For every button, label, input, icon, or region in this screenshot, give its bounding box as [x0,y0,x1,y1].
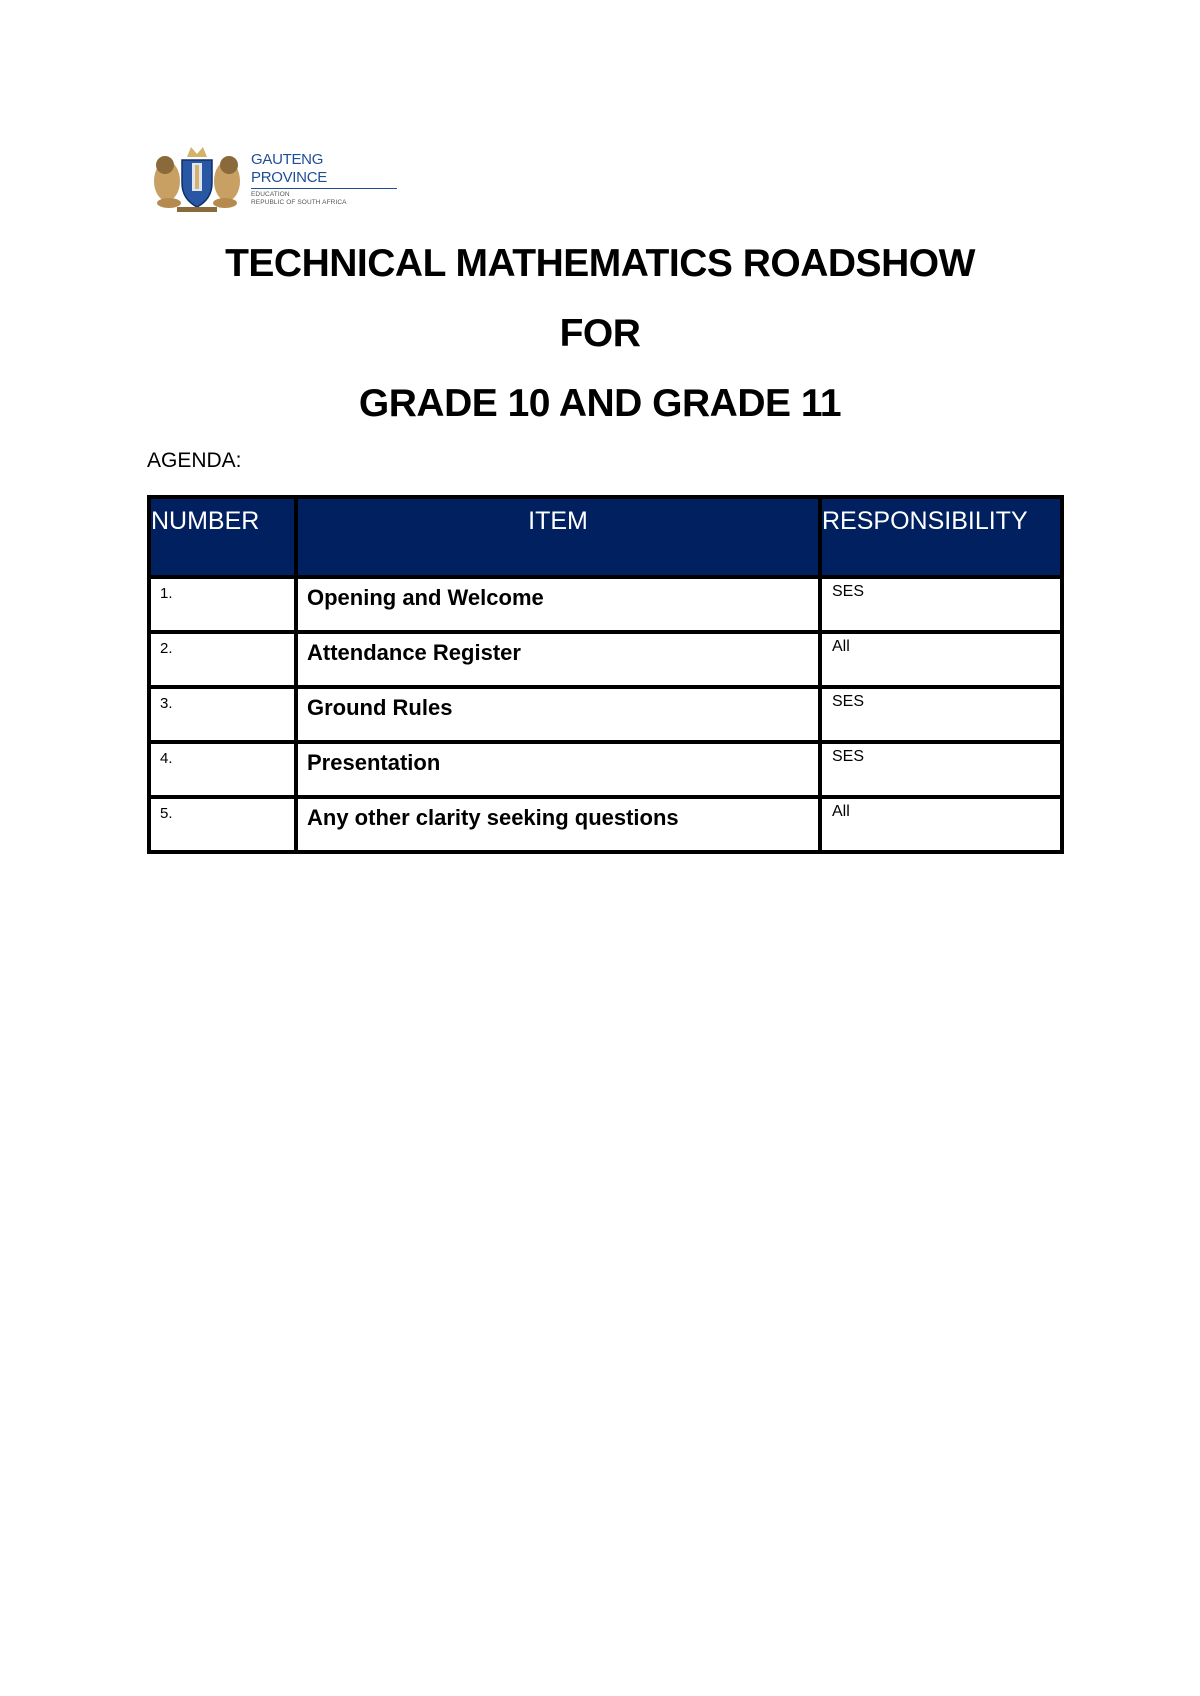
row-number: 4. [149,742,296,797]
agenda-table [147,495,1064,854]
table-row [149,687,1062,742]
logo-department: EDUCATION [251,191,290,198]
row-item: Presentation [296,742,820,797]
row-responsibility: SES [820,687,1062,742]
table-row [149,577,1062,632]
row-number: 1. [149,577,296,632]
row-responsibility: SES [820,577,1062,632]
row-number: 3. [149,687,296,742]
coat-of-arms-icon [147,143,247,215]
agenda-label: AGENDA: [147,449,242,472]
logo-text [251,151,397,207]
document-title-line-1: TECHNICAL MATHEMATICS ROADSHOW [225,242,975,285]
row-responsibility: All [820,632,1062,687]
column-header-item: ITEM [296,497,820,577]
logo-divider [251,188,397,189]
table-header-row [149,497,1062,577]
row-responsibility: SES [820,742,1062,797]
row-item: Opening and Welcome [296,577,820,632]
column-header-responsibility: RESPONSIBILITY [820,497,1062,577]
logo-country: REPUBLIC OF SOUTH AFRICA [251,199,347,206]
row-number: 5. [149,797,296,852]
logo-province-name: GAUTENG PROVINCE [251,151,327,186]
table-row [149,797,1062,852]
gauteng-logo [147,143,397,215]
row-number: 2. [149,632,296,687]
row-item: Ground Rules [296,687,820,742]
table-row [149,742,1062,797]
column-header-number: NUMBER [149,497,296,577]
row-item: Attendance Register [296,632,820,687]
document-title-line-2: FOR [559,312,641,355]
table-row [149,632,1062,687]
document-title-line-3: GRADE 10 AND GRADE 11 [358,382,842,425]
row-item: Any other clarity seeking questions [296,797,820,852]
row-responsibility: All [820,797,1062,852]
